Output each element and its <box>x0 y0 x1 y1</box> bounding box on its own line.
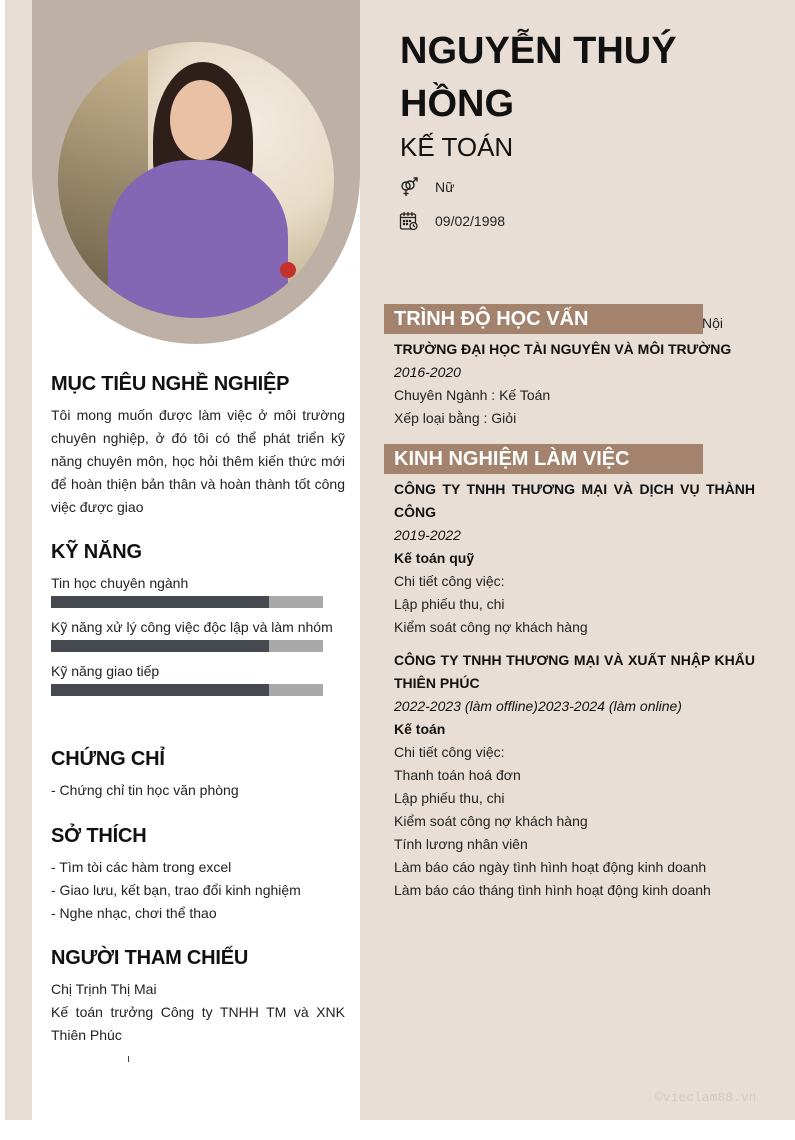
stray-text: Nội <box>702 315 724 331</box>
skills-title: KỸ NĂNG <box>51 541 142 563</box>
birthdate-row <box>399 211 505 231</box>
objective-title: MỤC TIÊU NGHỀ NGHIỆP <box>51 373 290 395</box>
job-detail: Làm báo cáo tháng tình hình hoạt động kinh doanh <box>394 882 711 898</box>
skill-fill <box>51 684 269 696</box>
candidate-name: NGUYỄN THUÝ HỒNG <box>400 30 677 125</box>
hobbies-title: SỞ THÍCH <box>51 825 147 847</box>
job-title: KẾ TOÁN <box>400 132 514 162</box>
certificate-item: - Chứng chỉ tin học văn phòng <box>51 782 239 798</box>
skill-bar <box>51 596 323 608</box>
calendar-icon <box>399 211 419 231</box>
references-title: NGƯỜI THAM CHIẾU <box>51 947 249 969</box>
certificates-title: CHỨNG CHỈ <box>51 748 165 770</box>
experience-header: KINH NGHIỆM LÀM VIỆC <box>384 444 703 474</box>
skill-fill <box>51 596 269 608</box>
job-block <box>394 649 755 902</box>
education-detail: Xếp loại bằng : Giỏi <box>394 410 517 426</box>
education-header: TRÌNH ĐỘ HỌC VẤN <box>384 304 703 334</box>
job-detail: Tính lương nhân viên <box>394 836 528 852</box>
profile-photo <box>58 42 334 318</box>
job-detail: Chi tiết công việc: <box>394 744 505 760</box>
job-role: Kế toán <box>394 721 446 737</box>
skills-section <box>51 541 345 704</box>
hobby-item: - Tìm tòi các hàm trong excel <box>51 859 232 875</box>
stray-mark <box>128 1056 129 1062</box>
education-detail: Chuyên Ngành : Kế Toán <box>394 387 551 403</box>
job-detail: Lập phiếu thu, chi <box>394 596 505 612</box>
skill-fill <box>51 640 269 652</box>
skill-bar <box>51 640 323 652</box>
skill-label: Kỹ năng giao tiếp <box>51 663 160 679</box>
job-period: 2019-2022 <box>394 527 461 543</box>
job-role: Kế toán quỹ <box>394 550 475 566</box>
skill-label: Tin học chuyên ngành <box>51 575 189 591</box>
gender-value: Nữ <box>435 179 455 195</box>
hobby-item: - Giao lưu, kết bạn, trao đổi kinh nghiệm <box>51 882 301 898</box>
school-name: TRƯỜNG ĐẠI HỌC TÀI NGUYÊN VÀ MÔI TRƯỜNG <box>394 341 732 357</box>
gender-icon <box>399 177 419 197</box>
skill-label: Kỹ năng xử lý công việc độc lập và làm nhóm <box>51 619 333 635</box>
references-section <box>51 947 345 1047</box>
education-period: 2016-2020 <box>394 364 461 380</box>
company-name: CÔNG TY TNHH THƯƠNG MẠI VÀ XUẤT NHẬP KHẨU THIÊN PHÚC <box>394 652 755 691</box>
job-detail: Thanh toán hoá đơn <box>394 767 521 783</box>
gender-row <box>399 177 454 197</box>
birthdate-value: 09/02/1998 <box>435 213 506 229</box>
job-detail: Kiểm soát công nợ khách hàng <box>394 619 588 635</box>
job-detail: Chi tiết công việc: <box>394 573 505 589</box>
reference-position: Kế toán trưởng Công ty TNHH TM và XNK Thiên Phúc <box>51 1004 345 1043</box>
job-detail: Lập phiếu thu, chi <box>394 790 505 806</box>
skill-bar <box>51 684 323 696</box>
company-name: CÔNG TY TNHH THƯƠNG MẠI VÀ DỊCH VỤ THÀNH CÔNG <box>394 481 755 520</box>
job-block <box>394 478 755 639</box>
job-detail: Làm báo cáo ngày tình hình hoạt động kinh doanh <box>394 859 707 875</box>
hobby-item: - Nghe nhạc, chơi thể thao <box>51 905 217 921</box>
hobbies-section <box>51 825 345 925</box>
objective-text: Tôi mong muốn được làm việc ở môi trường chuyên nghiệp, ở đó tôi có thể phát triển kỹ năng chuyên môn, học hỏi thêm kiến thức mới để hoàn thiện bản thân và hoàn thành tốt công việc được giao <box>51 407 345 515</box>
reference-name: Chị Trịnh Thị Mai <box>51 981 157 997</box>
job-period: 2022-2023 (làm offline)2023-2024 (làm online) <box>394 698 682 714</box>
job-detail: Kiểm soát công nợ khách hàng <box>394 813 588 829</box>
certificates-section <box>51 748 345 802</box>
watermark: ©vieclam88.vn <box>655 1090 757 1105</box>
objective-section <box>51 373 345 519</box>
education-block <box>394 338 755 430</box>
